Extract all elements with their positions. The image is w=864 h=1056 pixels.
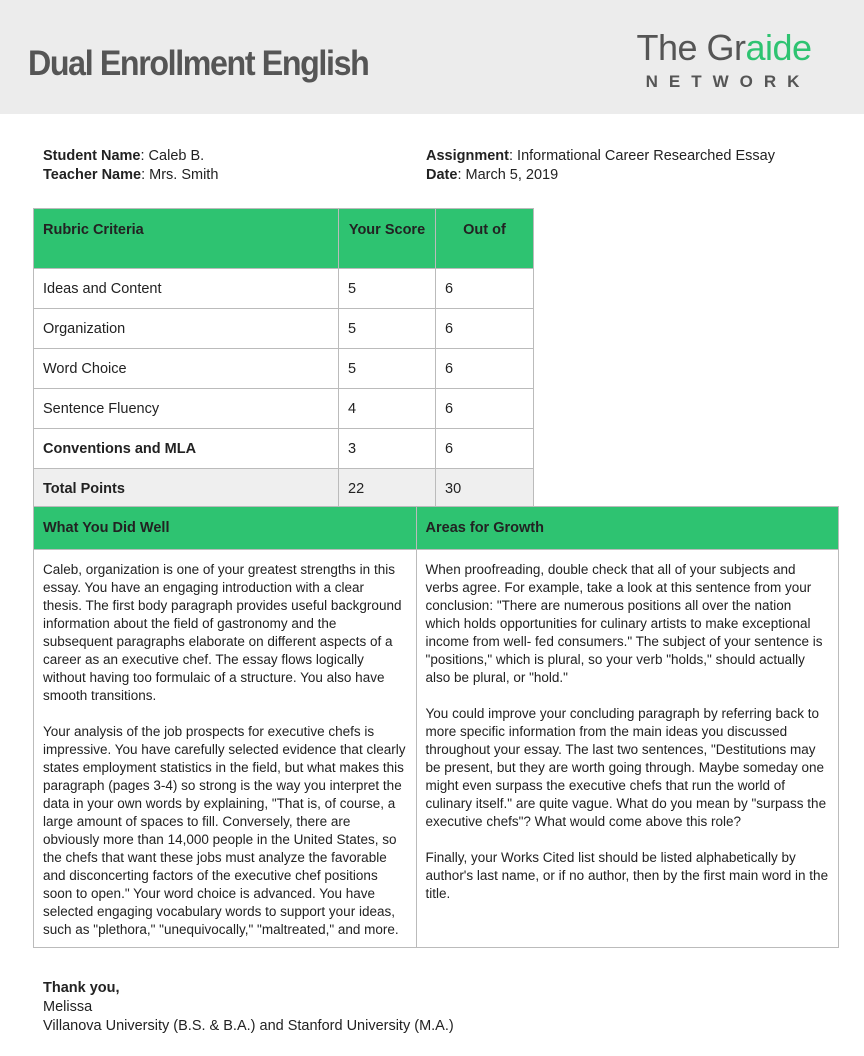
teacher-name-line [43,166,218,185]
growth-paragraph: Finally, your Works Cited list should be listed alphabetically by author's last name, or if no author, then by the first main word in the title. [425,850,829,901]
course-title: Dual Enrollment English [28,44,369,83]
assignment-value: : Informational Career Researched Essay [509,148,775,164]
rubric-criteria: Conventions and MLA [34,429,339,469]
well-paragraph: Your analysis of the job prospects for executive chefs is impressive. You have carefully selected evidence that clearly states employment statistics in the field, but what makes this paragraph (pages 3-4) so strong is the way you interpret the data in your own words by explaining, "That is, of course, a large amount of spaces to fill. Conversely, there are obviously more than 14,000 people in the United States, so the chefs that want these jobs must analyze the favorable and disconcerting factors of the executive chef positions soon to open." Your word choice is advanced. You have selected engaging vocabulary words to support your ideas, such as "plethora," "unequivocally," "maltreated," and more. [43,724,406,937]
well-paragraph: Caleb, organization is one of your greatest strengths in this essay. You have an engaging introduction with a clear thesis. The first body paragraph provides useful background information about the field of gastronomy and the subsequent paragraphs elaborate on different aspects of a career as an executive chef. The essay flows logically without having too formulaic of a structure. You also have smooth transitions. [43,562,402,703]
areas-for-growth-header: Areas for Growth [416,507,838,550]
assignment-info [426,147,775,185]
logo-part1: The Gr [636,27,746,68]
what-you-did-well-cell [34,550,417,948]
rubric-out-of: 6 [436,429,534,469]
rubric-score: 3 [339,429,436,469]
rubric-row [34,309,534,349]
rubric-out-of: 6 [436,349,534,389]
closing-signature [43,979,454,1036]
student-info [43,147,218,185]
grader-credentials: Villanova University (B.S. & B.A.) and Stanford University (M.A.) [43,1018,454,1034]
total-score: 22 [339,469,436,509]
rubric-table [33,208,534,509]
rubric-out-of: 6 [436,389,534,429]
assignment-label: Assignment [426,148,509,164]
rubric-score: 5 [339,269,436,309]
feedback-table [33,506,839,948]
teacher-name-label: Teacher Name [43,167,142,183]
areas-for-growth-cell [416,550,838,948]
logo-wordmark [624,28,824,68]
rubric-header-row [34,209,534,269]
rubric-row [34,269,534,309]
rubric-out-of: 6 [436,309,534,349]
date-label: Date [426,167,458,183]
rubric-criteria: Ideas and Content [34,269,339,309]
rubric-row [34,349,534,389]
rubric-header-out-of: Out of [436,209,534,269]
graide-network-logo [624,28,824,92]
rubric-header-criteria: Rubric Criteria [34,209,339,269]
rubric-criteria: Organization [34,309,339,349]
rubric-score: 4 [339,389,436,429]
grader-name: Melissa [43,999,93,1015]
feedback-body-row [34,550,839,948]
rubric-row [34,429,534,469]
thank-you: Thank you, [43,980,120,996]
assignment-line [426,147,775,166]
logo-part2: aide [745,27,812,68]
rubric-criteria: Sentence Fluency [34,389,339,429]
total-label: Total Points [34,469,339,509]
date-line [426,166,775,185]
date-value: : March 5, 2019 [457,167,559,183]
rubric-row [34,389,534,429]
student-name-label: Student Name [43,148,141,164]
feedback-header-row [34,507,839,550]
page-header [0,0,864,114]
student-name-value: : Caleb B. [140,148,205,164]
total-out-of: 30 [436,469,534,509]
logo-network: NETWORK [645,72,811,91]
what-you-did-well-header: What You Did Well [34,507,417,550]
rubric-score: 5 [339,349,436,389]
rubric-out-of: 6 [436,269,534,309]
rubric-total-row [34,469,534,509]
student-name-line [43,147,218,166]
growth-paragraph: When proofreading, double check that all of your subjects and verbs agree. For example, take a look at this sentence from your conclusion: "There are numerous positions all over the nation which holds opportunities for culinary artists to make exceptional income from well- fed consumers." The subject of your sentence is "positions," which is plural, so your verb "holds," should actually also be plural, or "hold." [425,562,823,685]
rubric-criteria: Word Choice [34,349,339,389]
growth-paragraph: You could improve your concluding paragraph by referring back to more specific information from the main ideas you discussed throughout your essay. The last two sentences, "Destitutions may be present, but they are worth going through. Maybe someday one might even surpass the executive chefs that run the world of culinary itself." are quite vague. What do you mean by "surpass the executive chefs"? What would come above this role? [425,706,827,829]
rubric-score: 5 [339,309,436,349]
teacher-name-value: : Mrs. Smith [141,167,219,183]
rubric-header-score: Your Score [339,209,436,269]
